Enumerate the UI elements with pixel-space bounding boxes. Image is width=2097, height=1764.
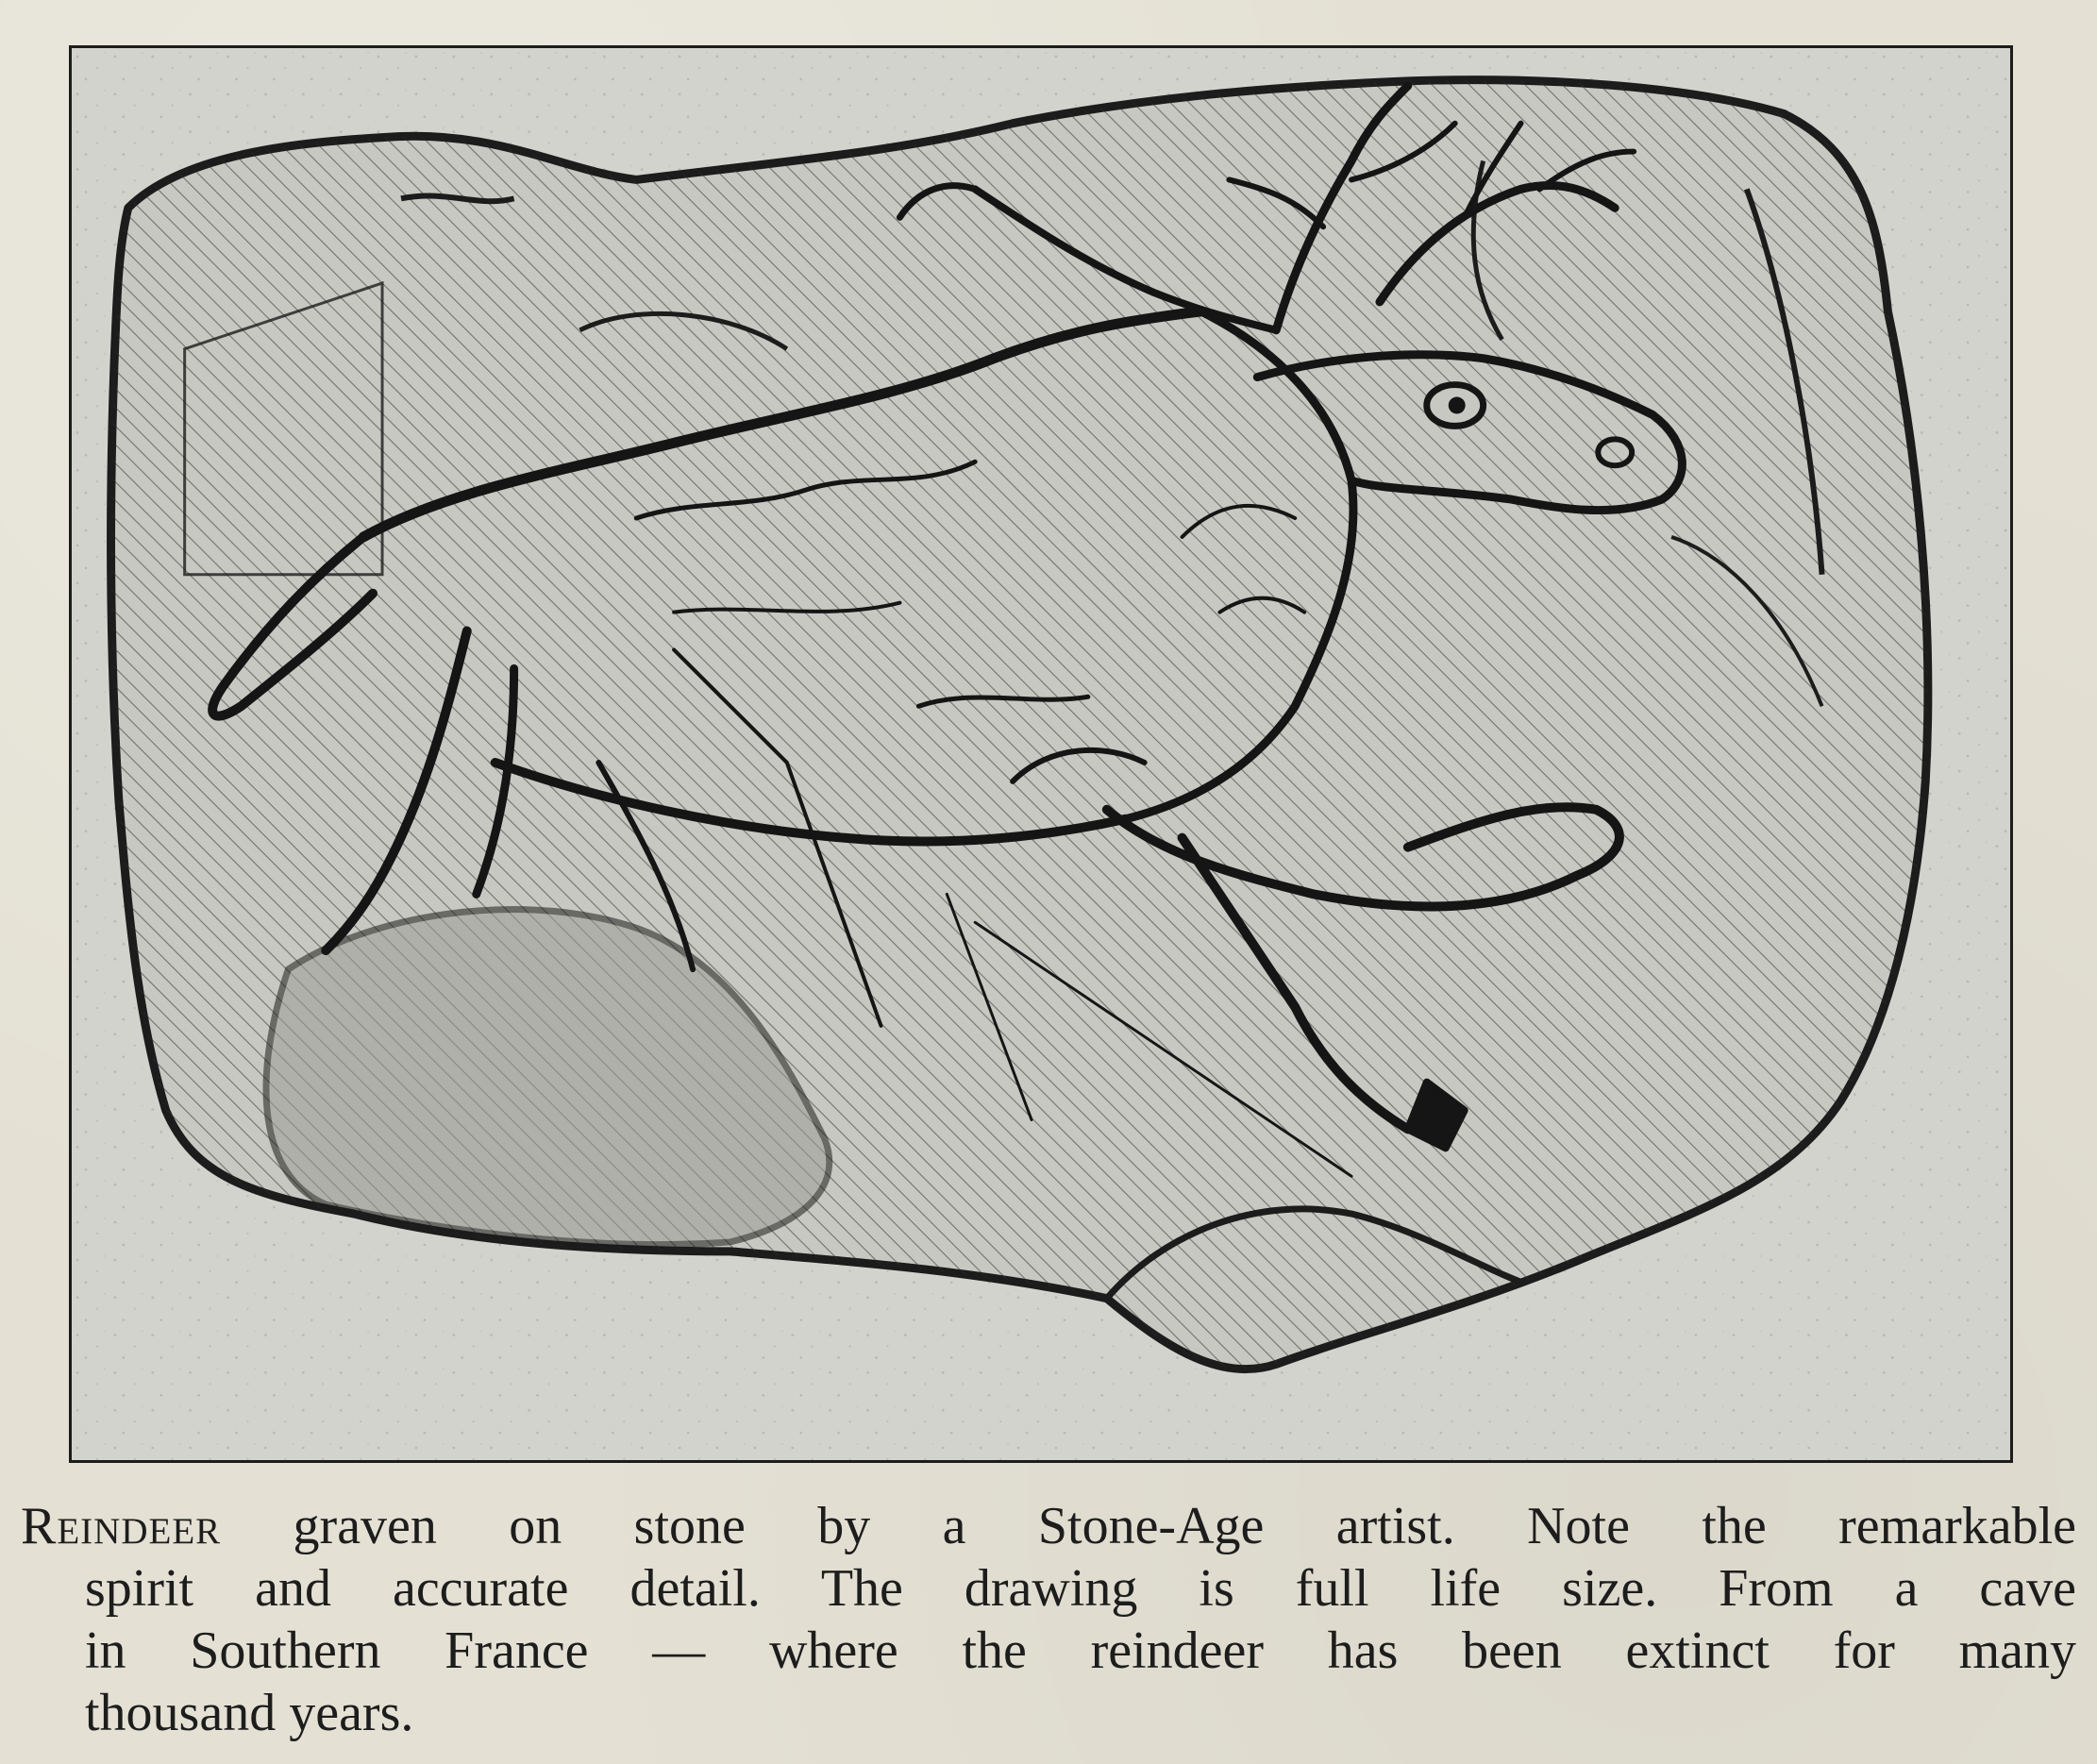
caption-line-1 — [21, 1495, 2076, 1557]
figure-caption — [21, 1495, 2076, 1744]
caption-line-1-text: graven on stone by a Stone-Age artist. Note the remarkable — [221, 1497, 2076, 1555]
caption-line-4: thousand years. — [85, 1684, 414, 1742]
illustration-plate — [69, 45, 2013, 1463]
caption-lead-word: Reindeer — [21, 1497, 222, 1555]
reindeer-engraving-illustration — [72, 48, 2010, 1460]
caption-line-3: in Southern France — where the reindeer has been extinct for many — [85, 1621, 2076, 1680]
caption-line-2: spirit and accurate detail. The drawing is full life size. From a cave — [85, 1559, 2076, 1618]
